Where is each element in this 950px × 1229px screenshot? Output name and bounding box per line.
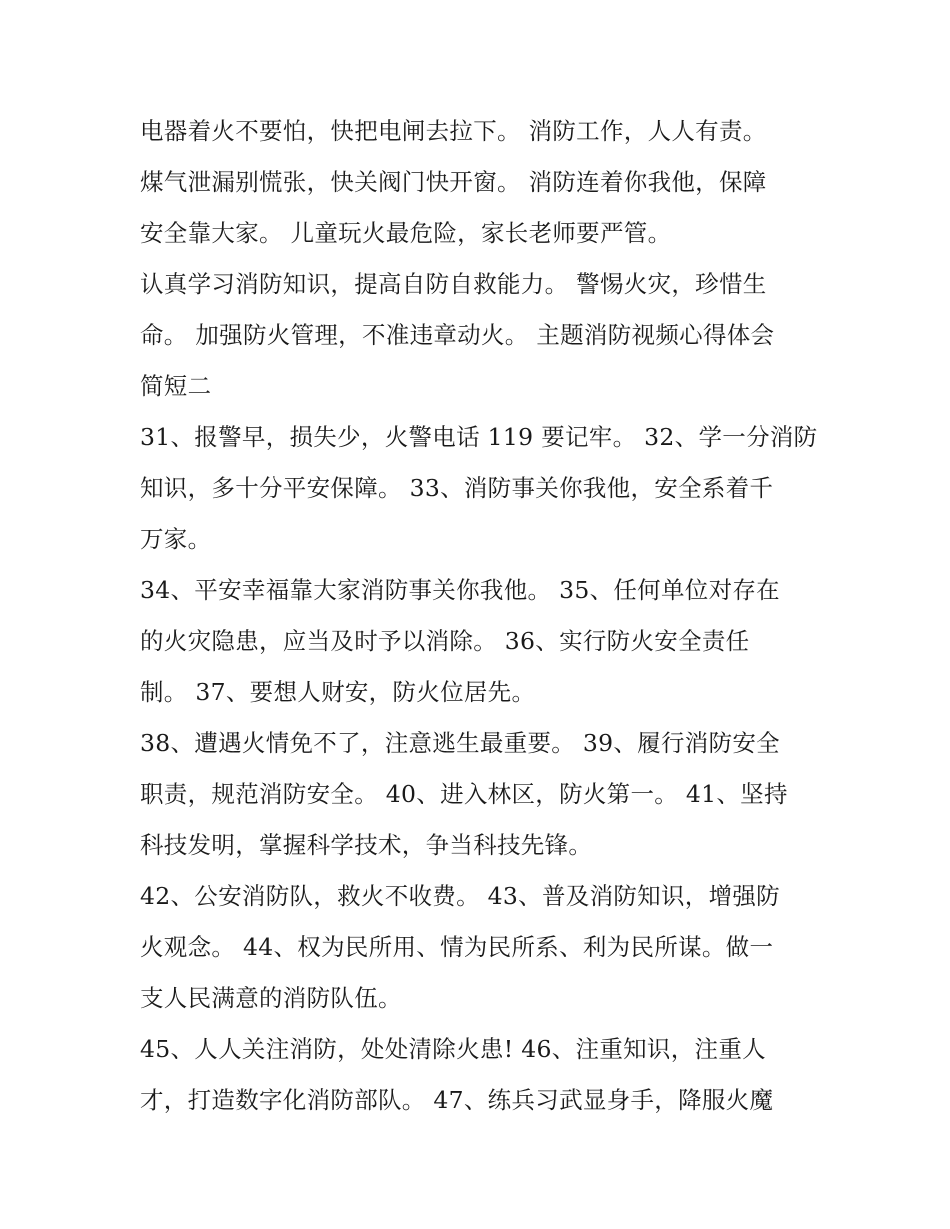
text-line: 34、平安幸福靠大家消防事关你我他。 35、任何单位对存在 — [140, 576, 780, 604]
text-line: 才，打造数字化消防部队。 47、练兵习武显身手，降服火魔 — [140, 1086, 774, 1114]
paragraph — [140, 718, 800, 871]
text-line: 简短二 — [140, 372, 212, 400]
text-line: 职责，规范消防安全。 40、进入林区，防火第一。 41、坚持 — [140, 780, 788, 808]
text-line: 知识，多十分平安保障。 33、消防事关你我他，安全系着千 — [140, 474, 774, 502]
text-line: 万家。 — [140, 525, 212, 553]
text-line: 38、遭遇火情免不了，注意逃生最重要。 39、履行消防安全 — [140, 729, 780, 757]
text-line: 命。 加强防火管理，不准违章动火。 主题消防视频心得体会 — [140, 321, 775, 349]
paragraph — [140, 1024, 800, 1126]
text-line: 支人民满意的消防队伍。 — [140, 984, 402, 1012]
paragraph — [140, 412, 818, 565]
paragraph — [140, 259, 800, 412]
paragraph — [140, 106, 800, 259]
paragraph — [140, 565, 800, 718]
text-line: 科技发明，掌握科学技术，争当科技先锋。 — [140, 831, 593, 859]
text-line: 安全靠大家。 儿童玩火最危险，家长老师要严管。 — [140, 219, 672, 247]
text-line: 煤气泄漏别慌张，快关阀门快开窗。 消防连着你我他，保障 — [140, 168, 767, 196]
text-line: 42、公安消防队，救火不收费。 43、普及消防知识，增强防 — [140, 882, 780, 910]
text-line: 火观念。 44、权为民所用、情为民所系、利为民所谋。做一 — [140, 933, 774, 961]
text-line: 31、报警早，损失少，火警电话 119 要记牢。 32、学一分消防 — [140, 423, 818, 451]
text-line: 45、人人关注消防，处处清除火患! 46、注重知识，注重人 — [140, 1035, 766, 1063]
paragraph — [140, 871, 800, 1024]
text-line: 认真学习消防知识，提高自防自救能力。 警惕火灾，珍惜生 — [140, 270, 767, 298]
text-line: 的火灾隐患，应当及时予以消除。 36、实行防火安全责任 — [140, 627, 750, 655]
text-line: 制。 37、要想人财安，防火位居先。 — [140, 678, 536, 706]
document-body — [140, 106, 818, 1126]
text-line: 电器着火不要怕，快把电闸去拉下。 消防工作，人人有责。 — [140, 117, 767, 145]
